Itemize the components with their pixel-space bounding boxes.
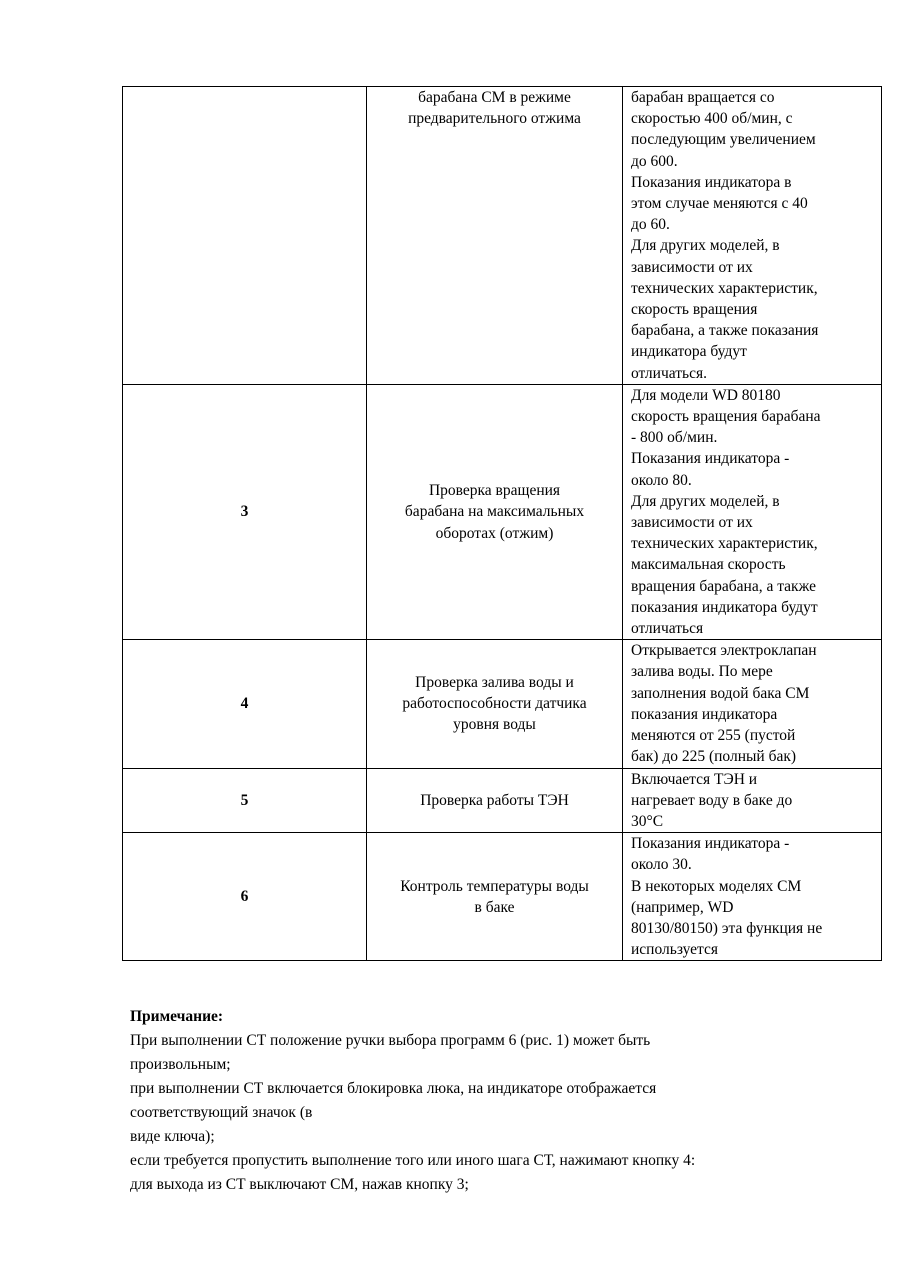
result-cell: [623, 833, 882, 961]
result-line: скорость вращения: [631, 301, 758, 319]
result-line: барабана, а также показания: [631, 322, 819, 340]
step-number-cell: [123, 87, 367, 385]
operation-line: оборотах (отжим): [435, 524, 554, 542]
table-row: [123, 768, 882, 833]
step-number-cell: 3: [123, 384, 367, 639]
result-line: до 600.: [631, 152, 678, 170]
result-line: Показания индикатора -: [631, 835, 790, 853]
table-row: [123, 87, 882, 385]
result-cell: [623, 384, 882, 639]
operation-cell: [367, 384, 623, 639]
result-line: используется: [631, 941, 719, 959]
note-title: Примечание:: [130, 1008, 224, 1025]
result-line: Открывается электроклапан: [631, 642, 817, 660]
note-line: При выполнении СТ положение ручки выбора программ 6 (рис. 1) может быть: [130, 1032, 651, 1049]
operation-cell: [367, 768, 623, 833]
table-row: [123, 640, 882, 768]
operation-line: барабана СМ в режиме: [418, 89, 571, 106]
result-cell: [623, 768, 882, 833]
result-line: бак) до 225 (полный бак): [631, 748, 797, 766]
note-line: при выполнении СТ включается блокировка люка, на индикаторе отображается: [130, 1080, 657, 1097]
operation-line: работоспособности датчика: [402, 695, 587, 713]
result-line: зависимости от их: [631, 258, 753, 276]
note-line: для выхода из СТ выключают СМ, нажав кнопку 3;: [130, 1176, 469, 1193]
operation-line: Контроль температуры воды: [400, 877, 589, 895]
result-line: отличаться.: [631, 364, 707, 382]
result-line: барабан вращается со: [631, 89, 775, 106]
result-line: отличаться: [631, 620, 704, 638]
operation-line: Проверка работы ТЭН: [420, 791, 569, 809]
result-line: Для других моделей, в: [631, 237, 780, 255]
operation-line: предварительного отжима: [408, 110, 581, 128]
result-line: зависимости от их: [631, 514, 753, 532]
result-line: максимальная скорость: [631, 556, 786, 574]
operation-line: в баке: [474, 898, 515, 916]
note-line: виде ключа);: [130, 1128, 215, 1145]
operation-line: Проверка вращения: [428, 482, 561, 500]
result-line: этом случае меняются с 40: [631, 195, 808, 213]
result-line: скорость вращения барабана: [631, 408, 821, 426]
result-line: Показания индикатора в: [631, 173, 792, 191]
note-line: соответствующий значок (в: [130, 1104, 313, 1121]
result-line: вращения барабана, а также: [631, 577, 816, 595]
result-line: скоростью 400 об/мин, с: [631, 110, 793, 128]
table-row: [123, 384, 882, 639]
operation-cell: [367, 87, 623, 385]
service-test-table: [122, 86, 882, 961]
operation-line: барабана на максимальных: [404, 503, 585, 521]
result-line: до 60.: [631, 216, 670, 234]
result-line: технических характеристик,: [631, 279, 818, 297]
result-line: Для модели WD 80180: [631, 386, 781, 404]
result-line: Включается ТЭН и: [631, 770, 758, 788]
result-line: В некоторых моделях СМ: [631, 877, 802, 895]
result-line: 30°С: [631, 812, 664, 830]
result-line: заполнения водой бака СМ: [631, 684, 810, 702]
result-line: около 30.: [631, 856, 692, 874]
result-line: залива воды. По мере: [631, 663, 773, 681]
result-line: - 800 об/мин.: [631, 429, 718, 447]
result-line: индикатора будут: [631, 343, 747, 361]
result-line: последующим увеличением: [631, 131, 816, 149]
operation-cell: [367, 833, 623, 961]
note-section: [130, 1005, 830, 1197]
step-number-cell: 5: [123, 768, 367, 833]
result-line: 80130/80150) эта функция не: [631, 919, 823, 937]
operation-line: Проверка залива воды и: [415, 674, 574, 692]
result-line: нагревает воду в баке до: [631, 791, 793, 809]
step-number-cell: 6: [123, 833, 367, 961]
note-line: если требуется пропустить выполнение того или иного шага СТ, нажимают кнопку 4:: [130, 1152, 696, 1169]
operation-line: уровня воды: [453, 716, 536, 734]
operation-cell: [367, 640, 623, 768]
step-number-cell: 4: [123, 640, 367, 768]
result-cell: [623, 87, 882, 385]
result-line: меняются от 255 (пустой: [631, 727, 796, 745]
result-line: показания индикатора будут: [631, 598, 818, 616]
table-row: [123, 833, 882, 961]
result-line: технических характеристик,: [631, 535, 818, 553]
result-line: (например, WD: [631, 898, 734, 916]
result-line: показания индикатора: [631, 705, 778, 723]
result-line: около 80.: [631, 471, 692, 489]
result-cell: [623, 640, 882, 768]
result-line: Для других моделей, в: [631, 492, 780, 510]
result-line: Показания индикатора -: [631, 450, 790, 468]
note-line: произвольным;: [130, 1056, 231, 1073]
table-body: [123, 87, 882, 961]
